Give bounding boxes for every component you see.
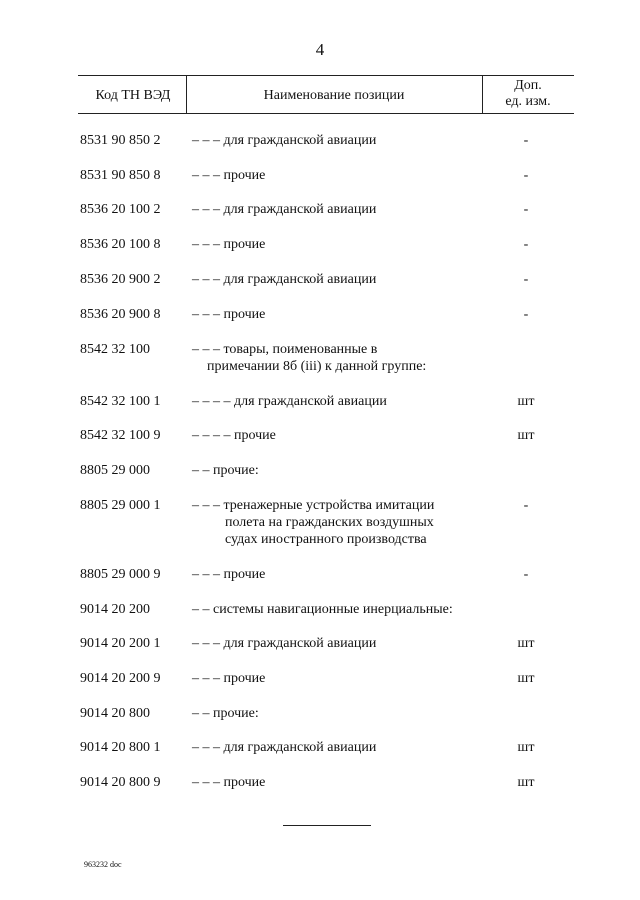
row-name-line1: – – – товары, поименованные в — [192, 342, 378, 357]
row-unit: - — [523, 237, 529, 252]
row-unit: шт — [517, 394, 535, 409]
row-name-line1: – – – тренажерные устройства имитации — [192, 498, 435, 513]
row-name — [192, 497, 492, 548]
row-name: – – – для гражданской авиации — [192, 636, 377, 651]
row-name: – – – для гражданской авиации — [192, 272, 377, 287]
table-top-rule — [78, 75, 574, 76]
row-code: 9014 20 800 9 — [80, 775, 161, 790]
row-code: 8531 90 850 8 — [80, 168, 161, 183]
row-name — [192, 341, 492, 375]
row-code: 8542 32 100 — [80, 342, 150, 357]
row-unit: шт — [517, 740, 535, 755]
row-name: – – – для гражданской авиации — [192, 202, 377, 217]
row-name: – – – прочие — [192, 567, 266, 582]
row-code: 8536 20 900 8 — [80, 307, 161, 322]
row-code: 9014 20 200 9 — [80, 671, 161, 686]
footer-rule — [283, 825, 371, 826]
row-name-line2: полета на гражданских воздушных — [225, 515, 434, 530]
row-unit: шт — [517, 428, 535, 443]
row-unit: шт — [517, 671, 535, 686]
row-code: 8536 20 100 8 — [80, 237, 161, 252]
row-name: – – – прочие — [192, 237, 266, 252]
row-name: – – – – прочие — [192, 428, 276, 443]
row-code: 9014 20 800 — [80, 706, 150, 721]
header-unit — [482, 78, 574, 110]
row-code: 8542 32 100 9 — [80, 428, 161, 443]
row-unit: - — [523, 567, 529, 582]
document-id: 963232 doc — [84, 860, 122, 869]
row-unit: - — [523, 307, 529, 322]
row-code: 8536 20 900 2 — [80, 272, 161, 287]
row-name: – – системы навигационные инерциальные: — [192, 602, 453, 617]
row-unit: шт — [517, 636, 535, 651]
row-unit: - — [523, 498, 529, 513]
row-unit: - — [523, 168, 529, 183]
header-unit-line2: ед. изм. — [505, 94, 551, 109]
row-name: – – прочие: — [192, 463, 259, 478]
header-unit-line1: Доп. — [514, 78, 542, 93]
row-code: 9014 20 200 1 — [80, 636, 161, 651]
row-unit: - — [523, 202, 529, 217]
row-name: – – – прочие — [192, 168, 266, 183]
row-name: – – прочие: — [192, 706, 259, 721]
row-name: – – – прочие — [192, 671, 266, 686]
row-name: – – – – для гражданской авиации — [192, 394, 387, 409]
row-code: 8805 29 000 9 — [80, 567, 161, 582]
row-unit: - — [523, 133, 529, 148]
row-code: 8542 32 100 1 — [80, 394, 161, 409]
row-name: – – – прочие — [192, 775, 266, 790]
row-name-line2: примечании 8б (iii) к данной группе: — [207, 359, 427, 374]
row-name: – – – для гражданской авиации — [192, 740, 377, 755]
table-header-rule — [78, 113, 574, 114]
row-unit: шт — [517, 775, 535, 790]
row-code: 9014 20 200 — [80, 602, 150, 617]
row-code: 8536 20 100 2 — [80, 202, 161, 217]
row-name: – – – прочие — [192, 307, 266, 322]
header-code: Код ТН ВЭД — [95, 88, 171, 103]
row-unit: - — [523, 272, 529, 287]
header-name: Наименование позиции — [263, 88, 405, 103]
row-code: 8805 29 000 1 — [80, 498, 161, 513]
row-code: 8531 90 850 2 — [80, 133, 161, 148]
row-code: 8805 29 000 — [80, 463, 150, 478]
page-number: 4 — [315, 40, 325, 59]
row-code: 9014 20 800 1 — [80, 740, 161, 755]
row-name-line3: судах иностранного производства — [225, 532, 427, 547]
row-name: – – – для гражданской авиации — [192, 133, 377, 148]
